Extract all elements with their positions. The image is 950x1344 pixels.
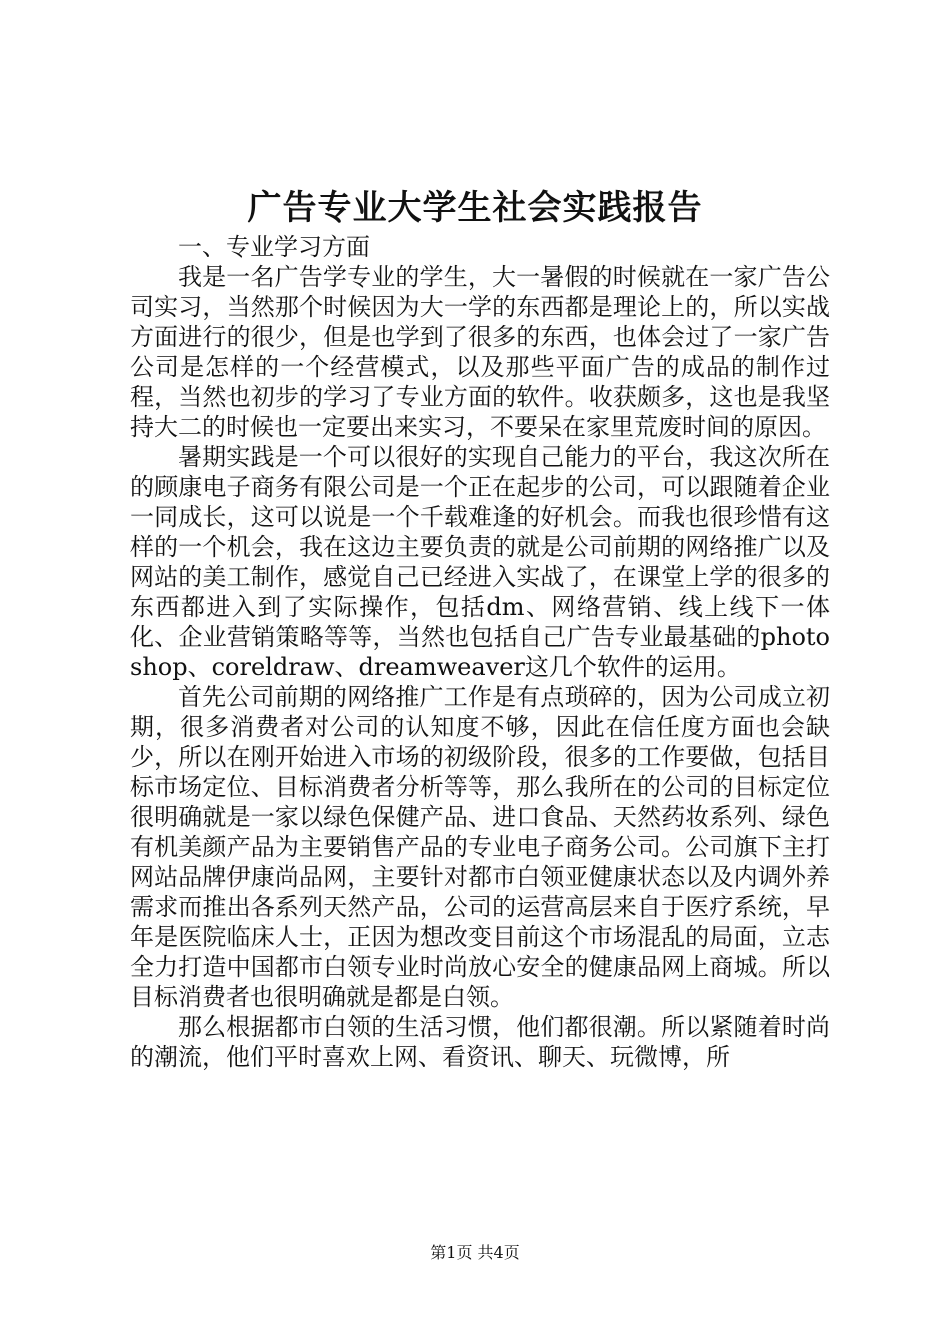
- paragraph-2: 暑期实践是一个可以很好的实现自己能力的平台，我这次所在的顾康电子商务有限公司是一个正在起步的公司，可以跟随着企业一同成长，这可以说是一个千载难逢的好机会。而我也很珍惜有这样的一个机会，我在这边主要负责的就是公司前期的网络推广以及网站的美工制作，感觉自己已经进入实战了，在课堂上学的很多的东西都进入到了实际操作，包括dm、网络营销、线上线下一体化、企业营销策略等等，当然也包括自己广告专业最基础的photoshop、coreldraw、dreamweaver这几个软件的运用。: [130, 443, 830, 681]
- paragraph-4: 那么根据都市白领的生活习惯，他们都很潮。所以紧随着时尚的潮流，他们平时喜欢上网、看资讯、聊天、玩微博，所: [130, 1013, 830, 1071]
- paragraph-1: 我是一名广告学专业的学生，大一暑假的时候就在一家广告公司实习，当然那个时候因为大一学的东西都是理论上的，所以实战方面进行的很少，但是也学到了很多的东西，也体会过了一家广告公司是怎样的一个经营模式，以及那些平面广告的成品的制作过程，当然也初步的学习了专业方面的软件。收获颇多，这也是我坚持大二的时候也一定要出来实习，不要呆在家里荒废时间的原因。: [130, 263, 830, 441]
- paragraph-3: 首先公司前期的网络推广工作是有点琐碎的，因为公司成立初期，很多消费者对公司的认知度不够，因此在信任度方面也会缺少，所以在刚开始进入市场的初级阶段，很多的工作要做，包括目标市场定位、目标消费者分析等等，那么我所在的公司的目标定位很明确就是一家以绿色保健产品、进口食品、天然药妆系列、绿色有机美颜产品为主要销售产品的专业电子商务公司。公司旗下主打网站品牌伊康尚品网，主要针对都市白领亚健康状态以及内调外养需求而推出各系列天然产品，公司的运营高层来自于医疗系统，早年是医院临床人士，正因为想改变目前这个市场混乱的局面，立志全力打造中国都市白领专业时尚放心安全的健康品网上商城。所以目标消费者也很明确就是都是白领。: [130, 683, 830, 1011]
- document-title: 广告专业大学生社会实践报告: [247, 188, 703, 228]
- section-heading: 一、专业学习方面: [178, 233, 370, 261]
- document-body: [130, 232, 830, 1072]
- page-footer: 第1页 共4页: [430, 1243, 520, 1262]
